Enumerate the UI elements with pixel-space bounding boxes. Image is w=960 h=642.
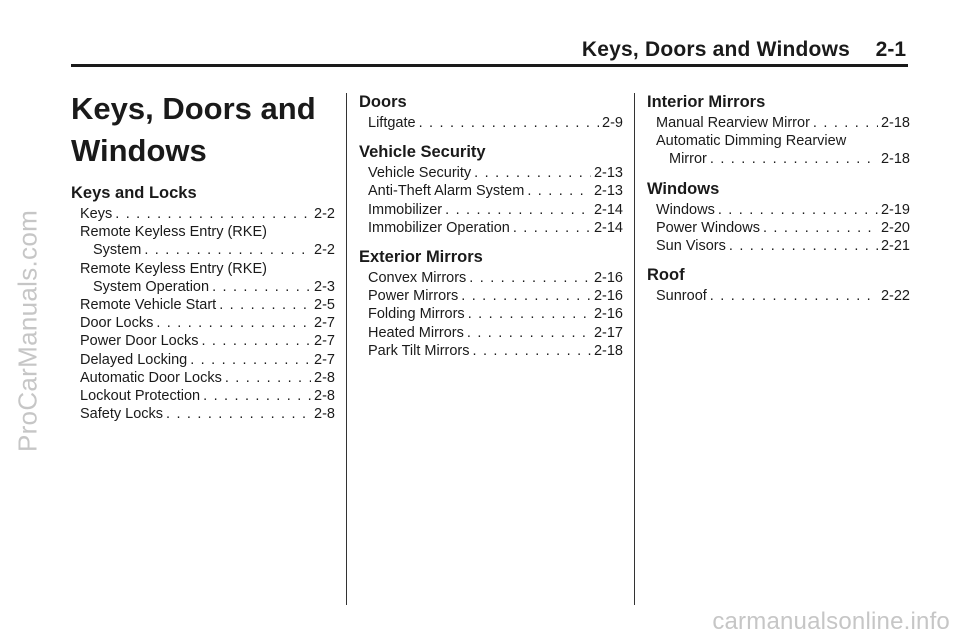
toc-entry[interactable] [71,369,335,387]
toc-entry-title-line[interactable]: Remote Keyless Entry (RKE) [80,260,267,277]
toc-entry-title: Delayed Locking [80,351,188,368]
toc-entry[interactable] [71,405,335,423]
toc-entry-title: Remote Vehicle Start [80,297,217,314]
toc-section [647,92,910,169]
dot-leader [461,287,591,305]
toc-section [647,179,910,256]
chapter-title: Keys, Doors and Windows [71,91,316,168]
toc-entry[interactable] [71,314,335,332]
dot-leader [144,241,311,259]
section-heading: Keys and Locks [71,184,197,202]
dot-leader [710,287,878,305]
dot-leader [219,296,311,314]
header-rule [71,64,908,67]
toc-entry-title: Door Locks [80,315,154,332]
toc-entry-title: Keys [80,206,113,222]
toc-entry-title: Liftgate [368,115,416,131]
toc-entry-title: Convex Mirrors [368,270,467,287]
dot-leader [467,324,591,342]
running-header-page-number: 2-1 [875,38,906,61]
section-heading: Doors [359,93,407,111]
toc-entry-title: Park Tilt Mirrors [368,342,470,359]
toc-entry[interactable] [71,351,335,369]
toc-entry-title: Vehicle Security [368,165,472,182]
toc-entry-page: 2-21 [880,238,910,255]
section-heading: Vehicle Security [359,143,486,162]
toc-entry-page: 2-7 [314,351,335,368]
toc-entry-page: 2-18 [593,342,623,359]
toc-entry-title: Immobilizer Operation [368,219,510,236]
section-heading: Roof [647,266,685,285]
toc-entry[interactable] [359,269,623,287]
toc-entry[interactable] [71,387,335,405]
toc-entry-title: System Operation [93,278,210,295]
toc-section [359,142,623,237]
dot-leader [203,387,311,405]
toc-section [71,183,335,423]
toc-entry[interactable] [359,342,623,360]
dot-leader [468,305,591,323]
toc-entry-page: 2-2 [314,206,335,222]
toc-entry[interactable] [359,164,623,182]
toc-entry[interactable] [647,237,910,255]
toc-entry-title: Anti-Theft Alarm System [368,183,525,200]
toc-entry-title: Sunroof [656,288,707,305]
toc-entry-page: 2-18 [880,115,910,131]
toc-entry-title-line[interactable]: Automatic Dimming Rearview [656,133,847,150]
dot-leader [813,114,878,132]
section-heading: Exterior Mirrors [359,248,483,267]
toc-entry-title: Safety Locks [80,406,164,423]
toc-entry-title-line[interactable]: Remote Keyless Entry (RKE) [80,224,267,241]
toc-entry-title: Power Mirrors [368,288,459,305]
dot-leader [513,219,591,237]
toc-entry[interactable] [647,287,910,305]
section-heading: Windows [647,179,720,198]
dot-leader [166,405,311,423]
toc-entry-page: 2-16 [593,306,623,323]
dot-leader [201,332,311,350]
toc-entry-page: 2-14 [593,201,623,218]
toc-column-1 [71,183,335,433]
toc-column-3 [647,92,910,315]
dot-leader [469,269,591,287]
dot-leader [718,201,878,219]
toc-entry-title: Folding Mirrors [368,306,465,323]
toc-entry-title: Windows [656,201,715,218]
toc-entry-page: 2-13 [593,183,623,200]
running-header-title: Keys, Doors and Windows [581,38,850,61]
toc-entry[interactable] [71,278,335,296]
dot-leader [763,219,878,237]
toc-entry[interactable] [647,150,910,168]
dot-leader [729,237,878,255]
dot-leader [190,351,311,369]
section-heading: Interior Mirrors [647,93,766,111]
toc-section [647,265,910,305]
toc-section [359,92,623,132]
toc-entry[interactable] [647,219,910,237]
toc-entry-title: System [93,242,142,259]
dot-leader [527,182,591,200]
toc-entry-page: 2-5 [314,297,335,314]
dot-leader [474,164,591,182]
toc-entry-title: Mirror [669,151,707,168]
toc-entry[interactable] [359,201,623,219]
toc-column-2 [359,92,623,370]
toc-entry-page: 2-7 [314,315,335,332]
toc-entry-title: Power Door Locks [80,333,199,350]
toc-entry[interactable] [359,219,623,237]
toc-entry[interactable] [359,324,623,342]
toc-entry-title: Power Windows [656,219,760,236]
toc-entry-page: 2-20 [880,219,910,236]
toc-entry-title: Sun Visors [656,238,726,255]
toc-entry[interactable] [71,205,335,223]
dot-leader [419,114,599,132]
toc-entry-page: 2-16 [593,270,623,287]
toc-entry-title: Lockout Protection [80,388,201,405]
toc-entry[interactable] [647,114,910,132]
dot-leader [445,201,591,219]
toc-entry-page: 2-9 [602,115,623,131]
toc-entry-page: 2-8 [314,388,335,405]
toc-entry[interactable] [359,114,623,132]
dot-leader [212,278,311,296]
side-watermark: ProCarManuals.com [12,209,43,453]
toc-entry[interactable] [647,201,910,219]
dot-leader [710,150,878,168]
toc-entry-title: Immobilizer [368,201,443,218]
bottom-watermark: carmanualsonline.info [712,608,950,635]
toc-entry-title: Heated Mirrors [368,324,464,341]
column-divider-2 [634,93,635,605]
toc-entry-page: 2-3 [314,278,335,295]
toc-entry[interactable] [359,305,623,323]
toc-entry-title: Automatic Door Locks [80,369,222,386]
toc-entry-page: 2-17 [593,324,623,341]
dot-leader [156,314,311,332]
toc-entry-page: 2-13 [593,165,623,182]
column-divider-1 [346,93,347,605]
toc-entry[interactable] [359,182,623,200]
toc-entry-title: Manual Rearview Mirror [656,115,810,131]
toc-entry[interactable] [71,241,335,259]
toc-entry-page: 2-16 [593,288,623,305]
toc-section [359,247,623,360]
toc-entry-page: 2-8 [314,406,335,423]
toc-entry[interactable] [71,332,335,350]
toc-entry-page: 2-8 [314,369,335,386]
toc-entry-page: 2-19 [880,201,910,218]
toc-entry-page: 2-2 [314,242,335,259]
toc-entry[interactable] [359,287,623,305]
toc-entry-page: 2-22 [880,288,910,305]
toc-entry[interactable] [71,296,335,314]
toc-entry-page: 2-14 [593,219,623,236]
dot-leader [473,342,591,360]
toc-entry-page: 2-7 [314,333,335,350]
dot-leader [115,205,311,223]
dot-leader [225,369,311,387]
toc-entry-page: 2-18 [880,151,910,168]
